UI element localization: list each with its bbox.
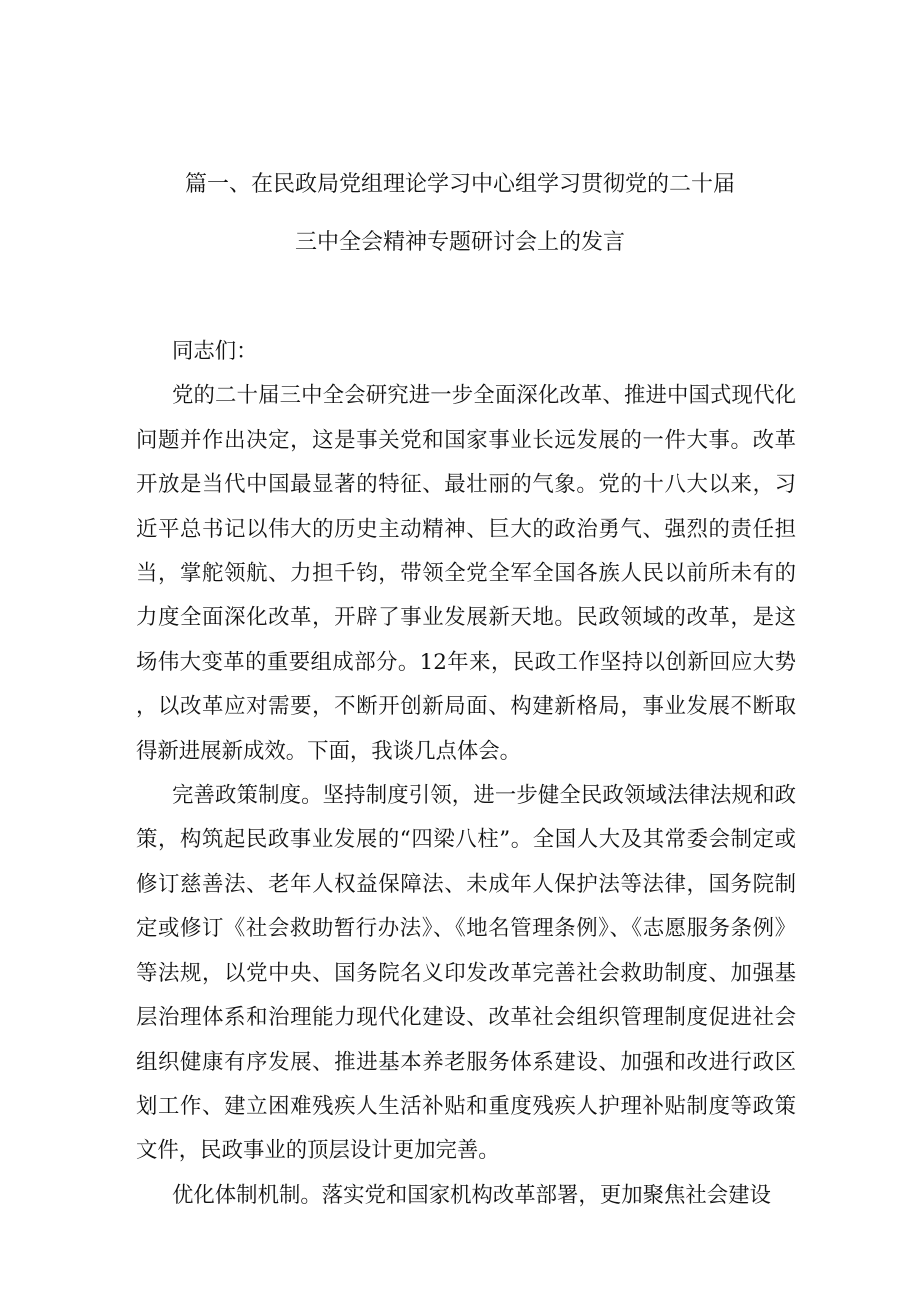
paragraph-institutional-mechanism: 优化体制机制。落实党和国家机构改革部署，更加聚焦社会建设 — [172, 1182, 771, 1208]
paragraph-intro: 党的二十届三中全会研究进一步全面深化改革、推进中国式现代化问题并作出决定，这是事关党和国家事业长远发展的一件大事。改革开放是当代中国最显著的特征、最壮丽的气象。党的十八大以来，习近平总书记以伟大的历史主动精神、巨大的政治勇气、强烈的责任担当，掌舵领航、力担千钧，带领全党全军全国各族人民以前所未有的力度全面深化改革，开辟了事业发展新天地。民政领域的改革，是这场伟大变革的重要组成部分。12年来，民政工作坚持以创新回应大势，以改革应对需要，不断开创新局面、构建新格局，事业发展不断取得新进展新成效。下面，我谈几点体会。 — [136, 383, 796, 764]
document-title-line-2: 三中全会精神专题研讨会上的发言 — [294, 230, 625, 255]
document-title-line-1: 篇一、在民政局党组理论学习中心组学习贯彻党的二十届 — [184, 172, 735, 197]
paragraph-policy-system: 完善政策制度。坚持制度引领，进一步健全民政领域法律法规和政策，构筑起民政事业发展的“四梁八柱”。全国人大及其常委会制定或修订慈善法、老年人权益保障法、未成年人保护法等法律，国务院制定或修订《社会救助暂行办法》、《地名管理条例》、《志愿服务条例》等法规，以党中央、国务院名义印发改革完善社会救助制度、加强基层治理体系和治理能力现代化建设、改革社会组织管理制度促进社会组织健康有序发展、推进基本养老服务体系建设、加强和改进行政区划工作、建立困难残疾人生活补贴和重度残疾人护理补贴制度等政策文件，民政事业的顶层设计更加完善。 — [136, 783, 796, 1164]
document-body — [136, 330, 796, 1218]
salutation: 同志们： — [172, 339, 258, 364]
